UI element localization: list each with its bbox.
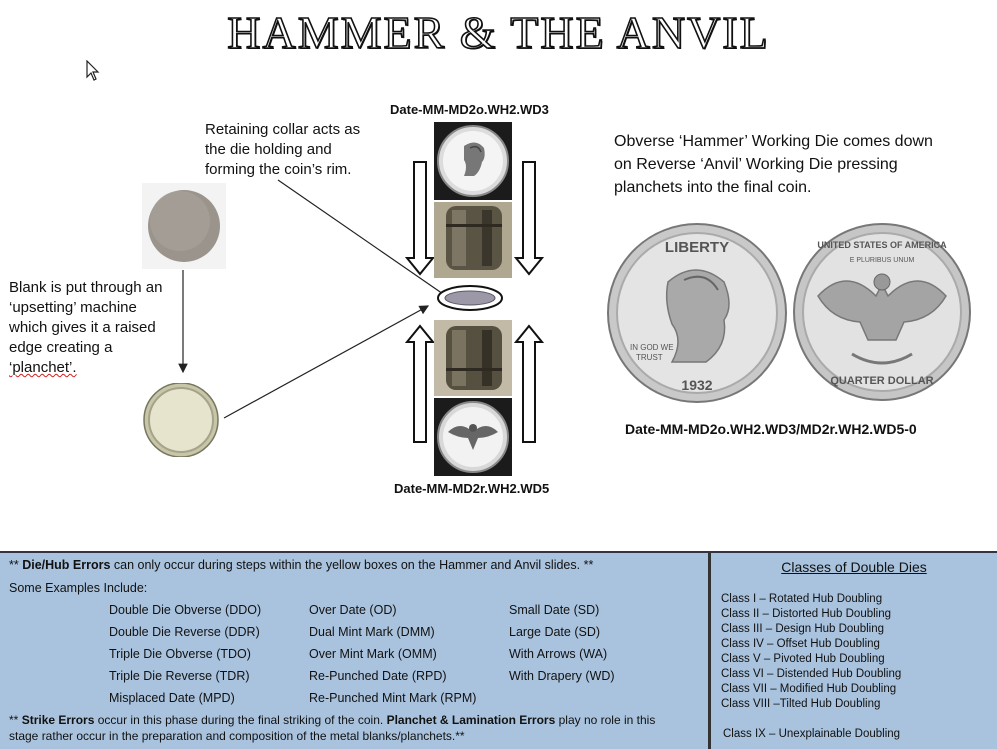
hammer-anvil-note: Obverse ‘Hammer’ Working Die comes down on Reverse ‘Anvil’ Working Die pressing planchets into the final coin. xyxy=(614,133,933,196)
classes-heading: Classes of Double Dies xyxy=(781,559,927,575)
top-die-label: Date-MM-MD2o.WH2.WD3 xyxy=(390,102,549,117)
anvil-die-photo xyxy=(434,320,512,396)
example-item: With Arrows (WA) xyxy=(509,647,608,661)
strike-errors-note: ** Strike Errors occur in this phase during the final striking of the coin. Planchet & Lamination Errors play no role in this xyxy=(9,713,656,727)
planchet-to-collar-arrow xyxy=(224,306,428,418)
class-item: Class VI – Distended Hub Doubling xyxy=(721,668,902,680)
page-title: HAMMER & THE ANVIL xyxy=(227,7,770,58)
blank-disc xyxy=(142,183,226,269)
class-item: Class IV – Offset Hub Doubling xyxy=(721,638,880,650)
class-item-last: Class IX – Unexplainable Doubling xyxy=(723,728,901,740)
class-item: Class I – Rotated Hub Doubling xyxy=(721,593,883,605)
strike-errors-note-line2: stage rather occur in the preparation and composition of the metal blanks/planchets.** xyxy=(9,729,465,743)
example-item: With Drapery (WD) xyxy=(509,669,615,683)
hammer-die-photo xyxy=(434,202,512,278)
blank-note: Blank is put through an ‘upsetting’ machine which gives it a raised edge creating a ‘planchet’. xyxy=(9,279,163,376)
bottom-panel xyxy=(0,551,997,749)
class-item: Class II – Distorted Hub Doubling xyxy=(721,608,892,620)
example-item: Re-Punched Date (RPD) xyxy=(309,669,447,683)
coin-liberty-text: LIBERTY xyxy=(664,239,730,256)
example-item: Small Date (SD) xyxy=(509,603,600,617)
example-item: Triple Die Obverse (TDO) xyxy=(109,647,251,661)
class-item: Class III – Design Hub Doubling xyxy=(721,623,884,635)
example-item: Over Date (OD) xyxy=(309,603,397,617)
example-item: Large Date (SD) xyxy=(509,625,601,639)
bottom-die-photo xyxy=(434,398,512,476)
coin-trust-text: TRUST xyxy=(636,353,663,362)
top-die-photo xyxy=(434,122,512,200)
coin-motto-text: IN GOD WE xyxy=(630,343,674,352)
class-item: Class V – Pivoted Hub Doubling xyxy=(721,653,885,665)
planchet-disc xyxy=(140,383,222,457)
example-item: Triple Die Reverse (TDR) xyxy=(109,669,250,683)
coin-denomination-text: QUARTER DOLLAR xyxy=(830,375,934,387)
planchet-in-collar xyxy=(445,291,495,305)
die-hub-intro: ** Die/Hub Errors can only occur during steps within the yellow boxes on the Hammer and Anvil slides. ** xyxy=(9,558,594,572)
coin-year-text: 1932 xyxy=(681,377,713,393)
down-arrow-right xyxy=(516,162,542,274)
example-item: Double Die Obverse (DDO) xyxy=(109,603,262,617)
example-item: Over Mint Mark (OMM) xyxy=(309,647,437,661)
quarter-reverse xyxy=(792,222,972,402)
class-item: Class VII – Modified Hub Doubling xyxy=(721,683,897,695)
down-arrow-left xyxy=(407,162,433,274)
collar-note: Retaining collar acts as the die holding and forming the coin’s rim. xyxy=(205,121,361,178)
coin-pair-label: Date-MM-MD2o.WH2.WD3/MD2r.WH2.WD5-0 xyxy=(625,421,917,437)
class-item: Class VIII –Tilted Hub Doubling xyxy=(721,698,881,710)
up-arrow-left xyxy=(407,326,433,442)
up-arrow-right xyxy=(516,326,542,442)
coin-pluribus-text: E PLURIBUS UNUM xyxy=(849,257,915,264)
example-item: Re-Punched Mint Mark (RPM) xyxy=(309,691,477,705)
quarter-obverse xyxy=(606,222,788,404)
example-item: Double Die Reverse (DDR) xyxy=(109,625,260,639)
coin-usa-text: UNITED STATES OF AMERICA xyxy=(817,240,947,250)
bottom-die-label: Date-MM-MD2r.WH2.WD5 xyxy=(394,481,550,496)
example-item: Dual Mint Mark (DMM) xyxy=(309,625,435,639)
example-item: Misplaced Date (MPD) xyxy=(109,691,235,705)
classes-panel xyxy=(711,553,997,749)
error-types-panel xyxy=(0,553,711,749)
examples-label: Some Examples Include: xyxy=(9,581,148,595)
